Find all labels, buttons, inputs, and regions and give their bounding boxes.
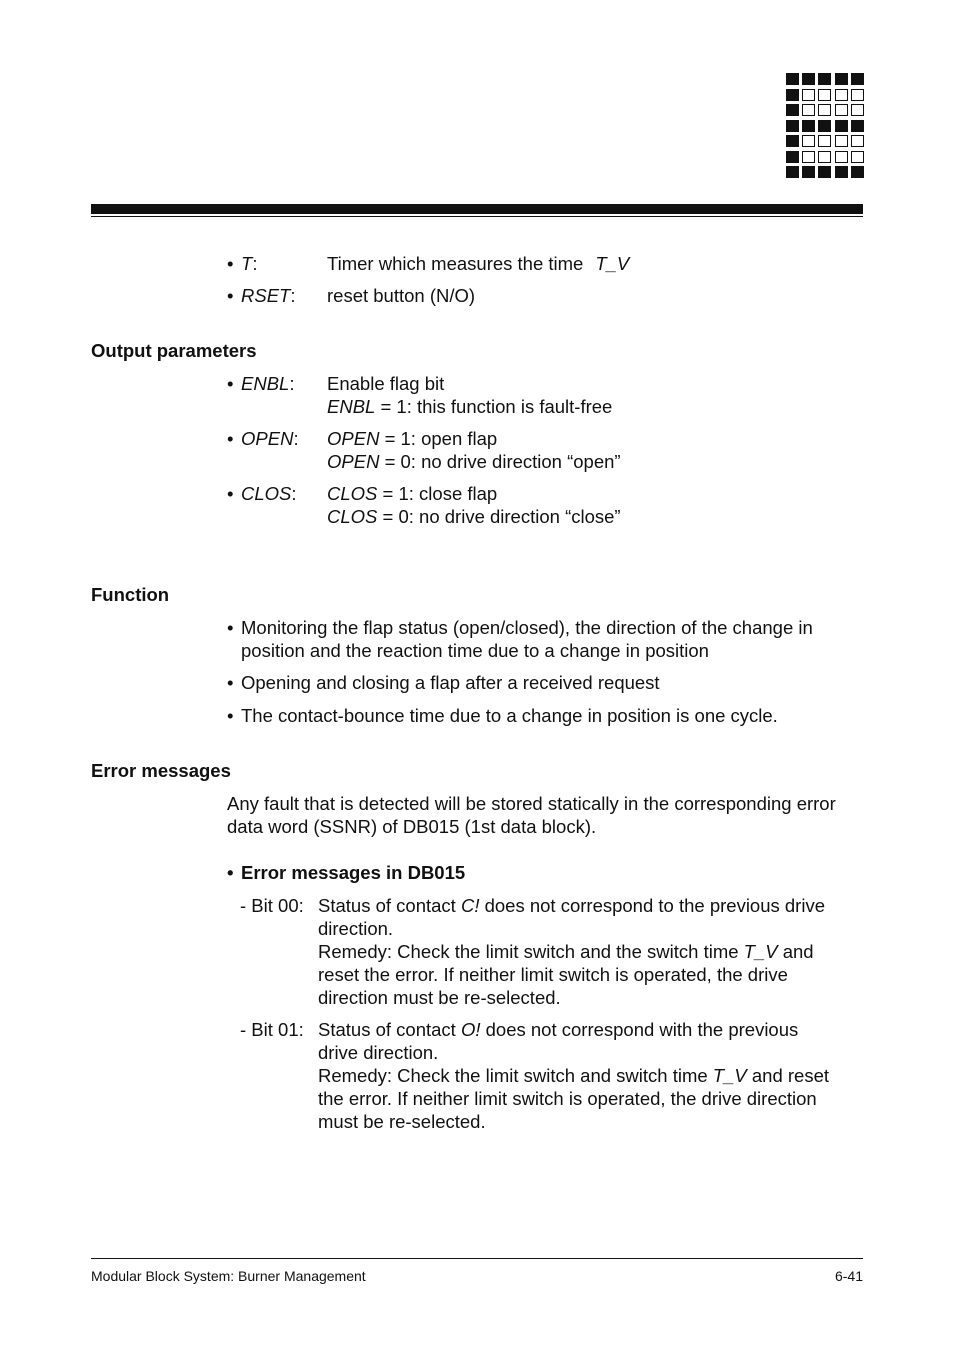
logo-cell xyxy=(818,120,831,132)
page-number: 6-41 xyxy=(834,1268,863,1284)
bit-desc: drive direction. xyxy=(318,1042,439,1063)
param-desc: Timer which measures the time T_V xyxy=(327,253,630,274)
logo-cell xyxy=(835,166,848,178)
param-desc: Enable flag bit xyxy=(327,373,445,394)
section-heading-errors: Error messages xyxy=(91,760,231,781)
bit-desc: direction must be re-selected. xyxy=(318,987,561,1008)
logo-cell xyxy=(818,73,831,85)
logo-cell xyxy=(802,166,815,178)
bullet: • xyxy=(227,672,234,693)
function-item: position and the reaction time due to a change in position xyxy=(241,640,709,661)
logo-cell xyxy=(851,135,864,147)
error-intro: data word (SSNR) of DB015 (1st data block). xyxy=(227,816,597,837)
sub-heading-db015: Error messages in DB015 xyxy=(241,862,466,883)
param-term: CLOS: xyxy=(241,483,297,504)
logo-cell xyxy=(835,104,848,116)
company-logo xyxy=(786,73,864,183)
logo-cell xyxy=(851,166,864,178)
bit-desc: Remedy: Check the limit switch and switch time T_V and reset xyxy=(318,1065,830,1086)
logo-cell xyxy=(786,104,799,116)
section-heading-output: Output parameters xyxy=(91,340,257,361)
logo-cell xyxy=(851,73,864,85)
logo-cell xyxy=(786,73,799,85)
logo-cell xyxy=(802,104,815,116)
bullet: • xyxy=(227,705,234,726)
footer-title: Modular Block System: Burner Management xyxy=(91,1268,366,1284)
logo-cell xyxy=(851,89,864,101)
bit-desc: Remedy: Check the limit switch and the switch time T_V and xyxy=(318,941,814,962)
logo-cell xyxy=(818,89,831,101)
logo-cell xyxy=(802,89,815,101)
logo-cell xyxy=(786,135,799,147)
logo-cell xyxy=(835,151,848,163)
param-term: RSET: xyxy=(241,285,296,306)
footer-rule xyxy=(91,1258,863,1259)
logo-cell xyxy=(851,120,864,132)
function-item: Monitoring the flap status (open/closed), the direction of the change in xyxy=(241,617,813,638)
logo-cell xyxy=(851,151,864,163)
bullet: • xyxy=(227,285,234,306)
header-rule-thin xyxy=(91,216,863,217)
logo-cell xyxy=(835,89,848,101)
logo-cell xyxy=(802,151,815,163)
bullet: • xyxy=(227,428,234,449)
param-desc: CLOS = 0: no drive direction “close” xyxy=(327,506,621,527)
bullet: • xyxy=(227,253,234,274)
logo-cell xyxy=(835,73,848,85)
logo-cell xyxy=(786,166,799,178)
bit-desc: direction. xyxy=(318,918,394,939)
param-desc: ENBL = 1: this function is fault-free xyxy=(327,396,613,417)
bullet: • xyxy=(227,862,234,883)
bit-label: - Bit 01: xyxy=(240,1019,304,1040)
logo-cell xyxy=(786,151,799,163)
param-desc: reset button (N/O) xyxy=(327,285,476,306)
bit-desc: the error. If neither limit switch is operated, the drive direction xyxy=(318,1088,817,1109)
logo-cell xyxy=(802,120,815,132)
function-item: The contact-bounce time due to a change in position is one cycle. xyxy=(241,705,778,726)
function-item: Opening and closing a flap after a received request xyxy=(241,672,660,693)
logo-cell xyxy=(802,73,815,85)
logo-cell xyxy=(818,135,831,147)
logo-cell xyxy=(802,135,815,147)
logo-cell xyxy=(786,120,799,132)
logo-cell xyxy=(818,166,831,178)
param-term: OPEN: xyxy=(241,428,299,449)
param-term: ENBL: xyxy=(241,373,295,394)
section-heading-function: Function xyxy=(91,584,170,605)
bit-desc: Status of contact O! does not correspond with the previous xyxy=(318,1019,799,1040)
logo-cell xyxy=(851,104,864,116)
bit-label: - Bit 00: xyxy=(240,895,304,916)
logo-cell xyxy=(835,120,848,132)
bit-desc: Status of contact C! does not correspond to the previous drive xyxy=(318,895,825,916)
bit-desc: must be re-selected. xyxy=(318,1111,486,1132)
bullet: • xyxy=(227,483,234,504)
param-desc: OPEN = 1: open flap xyxy=(327,428,498,449)
param-term: T: xyxy=(241,253,258,274)
logo-cell xyxy=(835,135,848,147)
logo-cell xyxy=(818,151,831,163)
bullet: • xyxy=(227,617,234,638)
logo-cell xyxy=(818,104,831,116)
logo-cell xyxy=(786,89,799,101)
param-desc: OPEN = 0: no drive direction “open” xyxy=(327,451,621,472)
bullet: • xyxy=(227,373,234,394)
param-desc: CLOS = 1: close flap xyxy=(327,483,498,504)
error-intro: Any fault that is detected will be stored statically in the corresponding error xyxy=(227,793,836,814)
bit-desc: reset the error. If neither limit switch is operated, the drive xyxy=(318,964,788,985)
header-rule-thick xyxy=(91,204,863,214)
